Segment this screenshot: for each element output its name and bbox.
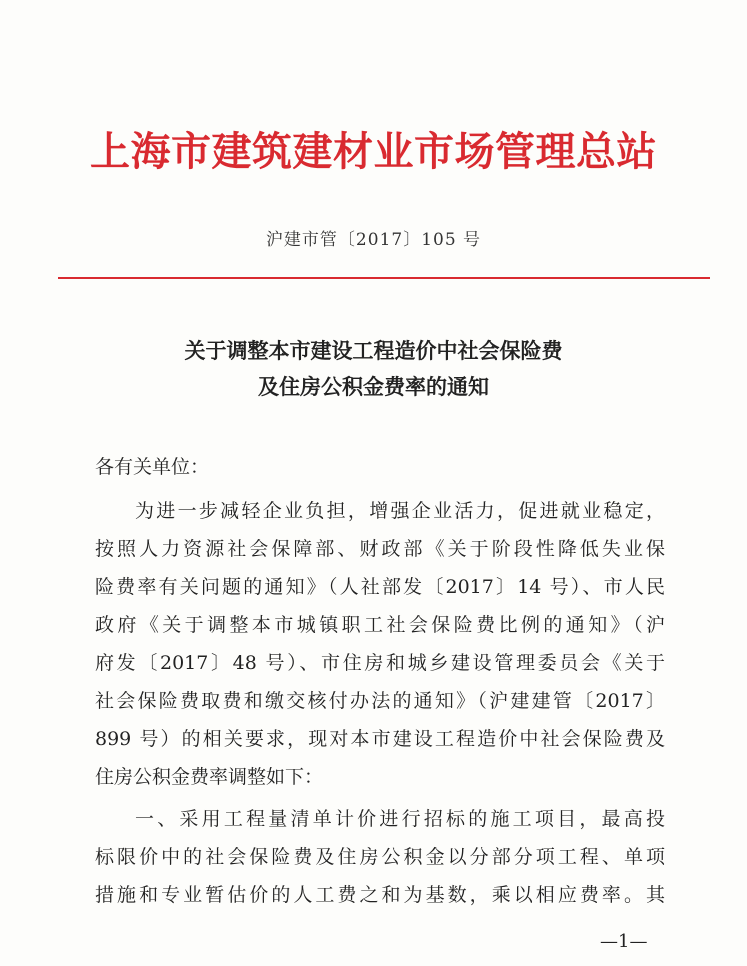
body-line: 政府《关于调整本市城镇职工社会保险费比例的通知》（沪 xyxy=(95,614,665,636)
salutation: 各有关单位： xyxy=(95,456,210,478)
document-title-line-2: 及住房公积金费率的通知 xyxy=(258,375,489,399)
body-line: 府发〔2017〕48 号）、市住房和城乡建设管理委员会《关于 xyxy=(95,652,665,674)
organization-header: 上海市建筑建材业市场管理总站 xyxy=(90,129,657,175)
body-line: 社会保险费取费和缴交核付办法的通知》（沪建建管〔2017〕 xyxy=(95,690,665,712)
document-number: 沪建市管〔2017〕105 号 xyxy=(265,230,482,250)
body-line: 险费率有关问题的通知》（人社部发〔2017〕14 号）、市人民 xyxy=(95,576,665,598)
document-title-line-1: 关于调整本市建设工程造价中社会保险费 xyxy=(184,339,563,363)
body-line: 措施和专业暂估价的人工费之和为基数，乘以相应费率。其 xyxy=(95,884,665,906)
page-number: —1— xyxy=(600,931,648,952)
body-line: 一、采用工程量清单计价进行招标的施工项目，最高投 xyxy=(135,808,665,830)
body-line: 标限价中的社会保险费及住房公积金以分部分项工程、单项 xyxy=(95,846,665,868)
red-divider xyxy=(58,277,710,279)
body-line: 899 号）的相关要求，现对本市建设工程造价中社会保险费及 xyxy=(95,728,665,750)
body-line: 按照人力资源社会保障部、财政部《关于阶段性降低失业保 xyxy=(95,538,665,560)
body-line: 为进一步减轻企业负担，增强企业活力，促进就业稳定， xyxy=(135,500,665,522)
body-line: 住房公积金费率调整如下： xyxy=(95,766,324,788)
